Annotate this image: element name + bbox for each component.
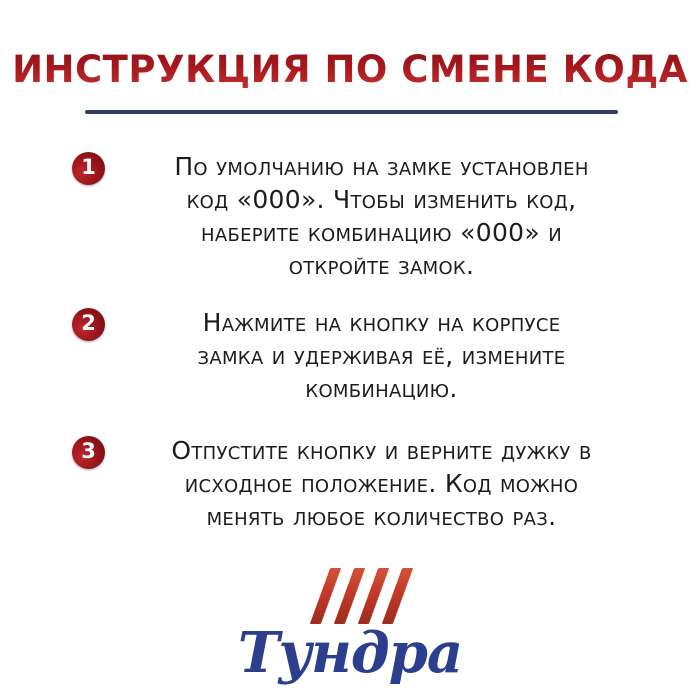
step-1-text (115, 150, 648, 282)
brand-logo (0, 568, 700, 686)
step-2-text (115, 306, 648, 405)
step-text-line: Нажмите на кнопку на корпусе (202, 308, 561, 337)
step-text-line: исходное положение. Код можно (184, 469, 579, 498)
step-3-number: 3 (81, 439, 96, 463)
step-item-2 (72, 306, 648, 405)
step-2-number: 2 (81, 311, 96, 335)
step-2-number-badge (72, 308, 105, 341)
step-1-number-badge (72, 152, 105, 185)
step-text-line: менять любое количество раз. (206, 502, 557, 531)
step-text-line: наберите комбинацию «000» и (201, 218, 562, 247)
brand-name: Тундра (237, 620, 463, 686)
steps-list (72, 150, 648, 533)
step-text-line: код «000». Чтобы изменить код, (186, 185, 577, 214)
step-text-line: комбинацию. (305, 374, 458, 403)
step-text-line: откройте замок. (288, 251, 475, 280)
step-text-line: По умолчанию на замке установлен (174, 152, 589, 181)
four-diagonal-stripes-icon (320, 568, 403, 624)
step-3-number-badge (72, 436, 105, 469)
step-item-3 (72, 434, 648, 533)
step-text-line: замка и удерживая её, измените (197, 341, 566, 370)
step-text-line: Отпустите кнопку и верните дужку в (171, 436, 592, 465)
title-divider (85, 110, 618, 114)
step-3-text (115, 434, 648, 533)
page-title: ИНСТРУКЦИЯ ПО СМЕНЕ КОДА (0, 48, 700, 91)
step-item-1 (72, 150, 648, 282)
step-1-number: 1 (81, 155, 96, 179)
